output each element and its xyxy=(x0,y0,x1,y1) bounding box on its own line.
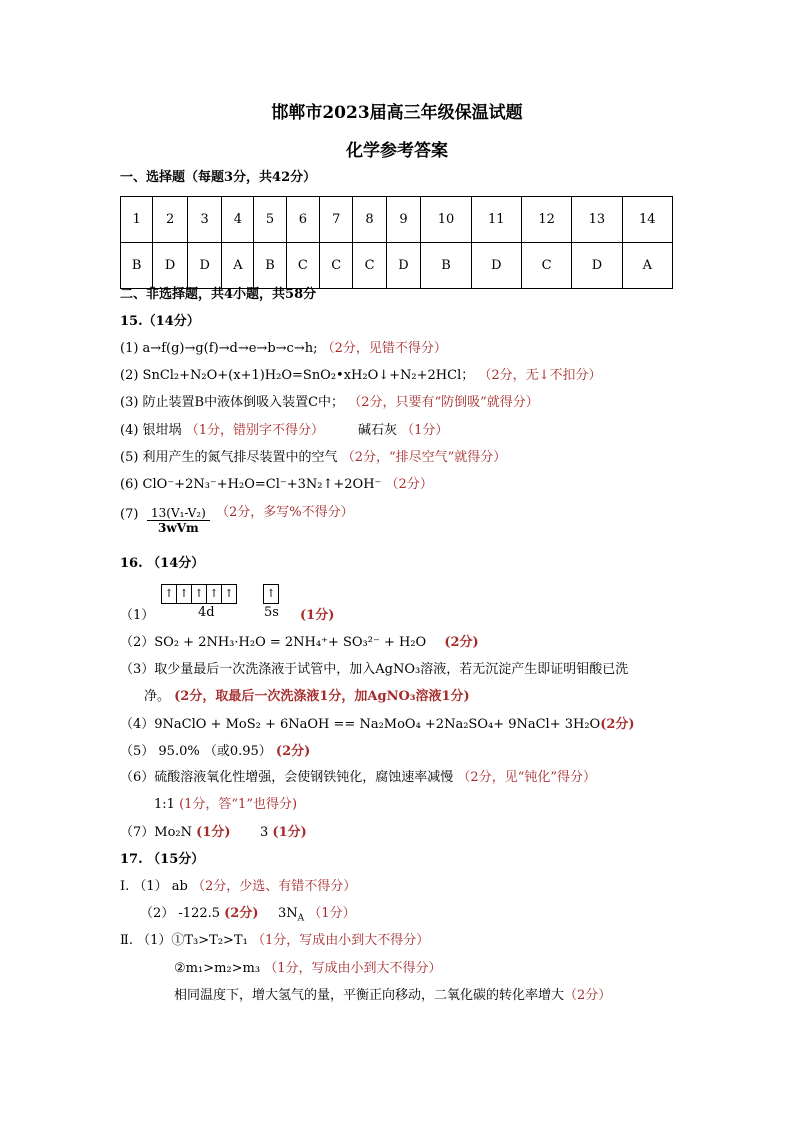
q16-line-4 xyxy=(120,716,635,734)
cell-answer: D xyxy=(153,243,188,289)
cell-num: 10 xyxy=(421,197,471,243)
scoring-note: （2分，只要有“防倒吸”就得分） xyxy=(348,395,539,410)
scoring-note: （2分） xyxy=(385,477,433,492)
subscript: A xyxy=(297,913,305,924)
q16-line-7a xyxy=(120,824,231,842)
q16-line-6 xyxy=(120,769,596,787)
scoring-note: (1分，答“1”也得分) xyxy=(179,797,298,812)
orbital-4d-boxes xyxy=(161,584,237,604)
answer-text: 相同温度下，增大氢气的量，平衡正向移动，二氧化碳的转化率增大 xyxy=(174,988,565,1003)
cell-answer: C xyxy=(353,243,386,289)
scoring-note: （1分，错别字不得分） xyxy=(185,423,324,438)
cell-num: 2 xyxy=(153,197,188,243)
q17-part2-line-3 xyxy=(174,987,611,1005)
q15-line-4b xyxy=(358,422,448,440)
cell-num: 8 xyxy=(353,197,386,243)
q17-part2-line-2 xyxy=(174,960,441,978)
section-2-heading: 二、非选择题，共4小题，共58分 xyxy=(120,287,317,302)
answer-text: Ⅰ. （1） ab xyxy=(120,879,188,894)
q17-part1-line-1 xyxy=(120,878,356,896)
orbital-label-5s: 5s xyxy=(264,605,279,620)
orbital-5s-box xyxy=(263,584,279,604)
scoring-note: (2分) xyxy=(224,906,259,921)
answer-text: （5） 95.0% （或0.95） xyxy=(120,744,272,759)
up-arrow-icon: ↑ xyxy=(162,585,177,603)
up-arrow-icon: ↑ xyxy=(177,585,192,603)
scoring-note: (2分) xyxy=(275,744,311,759)
cell-num: 4 xyxy=(222,197,254,243)
answer-text: (4) 银坩埚 xyxy=(120,423,182,438)
q17-heading: 17. （15分） xyxy=(120,852,205,867)
up-arrow-icon: ↑ xyxy=(192,585,207,603)
cell-answer: B xyxy=(254,243,286,289)
answer-text: (3) 防止装置B中液体倒吸入装置C中； xyxy=(120,395,345,410)
cell-num: 13 xyxy=(572,197,622,243)
cell-num: 1 xyxy=(121,197,153,243)
scoring-note: （2分，见“钝化”得分） xyxy=(457,770,596,785)
answer-text: （7）Mo₂N xyxy=(120,825,192,840)
scoring-note: （1分，写成由小到大不得分） xyxy=(251,933,430,948)
q17-part2-line-1 xyxy=(120,932,429,950)
q15-line-5 xyxy=(120,449,506,467)
table-row-answers xyxy=(121,243,673,289)
answer-text: （4）9NaClO + MoS₂ + 6NaOH == Na₂MoO₄ +2Na₂SO₄+ 9NaCl+ 3H₂O xyxy=(120,717,601,732)
cell-num: 12 xyxy=(521,197,571,243)
q15-heading: 15.（14分） xyxy=(120,314,200,329)
cell-answer: B xyxy=(421,243,471,289)
cell-answer: C xyxy=(320,243,353,289)
scoring-note: (2分) xyxy=(444,635,479,650)
answer-text: （2）SO₂ + 2NH₃·H₂O = 2NH₄⁺+ SO₃²⁻ + H₂O xyxy=(120,635,427,650)
answer-text: 3N xyxy=(278,906,298,921)
q15-line-7-label: (7) xyxy=(120,507,139,522)
cell-answer: D xyxy=(471,243,521,289)
q15-line-6 xyxy=(120,476,433,494)
fraction-numerator: 13(V₁-V₂) xyxy=(147,506,210,521)
orbital-label-4d: 4d xyxy=(198,605,215,620)
section-1-heading: 一、选择题（每题3分，共42分） xyxy=(120,170,317,185)
answer-text: （2） -122.5 xyxy=(140,906,221,921)
answer-text: （6）硫酸溶液氧化性增强，会使钢铁钝化，腐蚀速率减慢 xyxy=(120,770,454,785)
q15-line-2 xyxy=(120,367,602,385)
scoring-note: （2分，见错不得分） xyxy=(321,341,447,356)
cell-num: 7 xyxy=(320,197,353,243)
scoring-note: （2分，“排尽空气”就得分） xyxy=(341,450,507,465)
scoring-note: （1分，写成由小到大不得分） xyxy=(264,961,442,976)
cell-answer: C xyxy=(286,243,319,289)
q16-line-6b xyxy=(154,796,297,814)
scoring-note: （2分，无↓不扣分） xyxy=(478,368,602,383)
cell-num: 3 xyxy=(187,197,222,243)
page-title: 邯郸市2023届高三年级保温试题 xyxy=(271,103,523,123)
cell-num: 11 xyxy=(471,197,521,243)
answer-text: (2) SnCl₂+N₂O+(x+1)H₂O=SnO₂•xH₂O↓+N₂+2HCl； xyxy=(120,368,475,383)
cell-num: 9 xyxy=(386,197,421,243)
cell-answer: A xyxy=(622,243,672,289)
scoring-note: (1分) xyxy=(272,825,307,840)
scoring-note: (2分，取最后一次洗涤液1分，加AgNO₃溶液1分) xyxy=(174,689,470,704)
q16-line-2 xyxy=(120,634,479,652)
scoring-note: （1分） xyxy=(401,423,449,438)
scoring-note: （1分） xyxy=(308,906,356,921)
q15-fraction xyxy=(147,506,210,535)
answer-text: 碱石灰 xyxy=(358,423,398,438)
scoring-note: (1分) xyxy=(196,825,231,840)
q16-line-5 xyxy=(120,743,310,761)
q16-line-3b xyxy=(144,688,470,706)
cell-answer: D xyxy=(187,243,222,289)
scoring-note: (2分) xyxy=(600,717,635,732)
scoring-note: （2分，多写%不得分） xyxy=(216,505,354,520)
answer-text: ②m₁>m₂>m₃ xyxy=(174,961,261,976)
up-arrow-icon: ↑ xyxy=(207,585,222,603)
answer-text: 3 xyxy=(260,825,269,840)
answer-text: Ⅱ. （1）①T₃>T₂>T₁ xyxy=(120,933,248,948)
page-subtitle: 化学参考答案 xyxy=(346,141,448,161)
cell-answer: A xyxy=(222,243,254,289)
q17-part1-line-2a xyxy=(140,905,259,923)
answer-table xyxy=(120,196,673,289)
q17-part1-line-2b xyxy=(278,905,356,928)
q16-line-7b xyxy=(260,824,307,842)
q16-heading: 16. （14分） xyxy=(120,556,205,571)
cell-num: 14 xyxy=(622,197,672,243)
q16-line-3a: （3）取少量最后一次洗涤液于试管中，加入AgNO₃溶液，若无沉淀产生即证明钼酸已洗 xyxy=(120,662,629,677)
q15-line-3 xyxy=(120,394,539,412)
table-row-numbers xyxy=(121,197,673,243)
q15-line-1 xyxy=(120,340,447,358)
answer-text: (6) ClO⁻+2N₃⁻+H₂O=Cl⁻+3N₂↑+2OH⁻ xyxy=(120,477,382,492)
cell-num: 6 xyxy=(286,197,319,243)
up-arrow-icon: ↑ xyxy=(224,587,234,600)
scoring-note: （2分，少选、有错不得分） xyxy=(192,879,357,894)
cell-answer: B xyxy=(121,243,153,289)
scoring-note: (1分) xyxy=(300,608,335,623)
up-arrow-icon: ↑ xyxy=(266,587,276,600)
answer-text: 净。 xyxy=(144,689,171,704)
q15-line-4a xyxy=(120,422,324,440)
cell-answer: D xyxy=(572,243,622,289)
q16-line-1: （1） xyxy=(120,608,155,623)
answer-text: (5) 利用产生的氮气排尽装置中的空气 xyxy=(120,450,338,465)
cell-answer: D xyxy=(386,243,421,289)
answer-text: 1:1 xyxy=(154,797,175,812)
scoring-note: （2分） xyxy=(564,988,612,1003)
answer-text: (1) a→f(g)→g(f)→d→e→b→c→h; xyxy=(120,341,318,356)
cell-num: 5 xyxy=(254,197,286,243)
cell-answer: C xyxy=(521,243,571,289)
fraction-denominator: 3wVm xyxy=(158,521,199,535)
